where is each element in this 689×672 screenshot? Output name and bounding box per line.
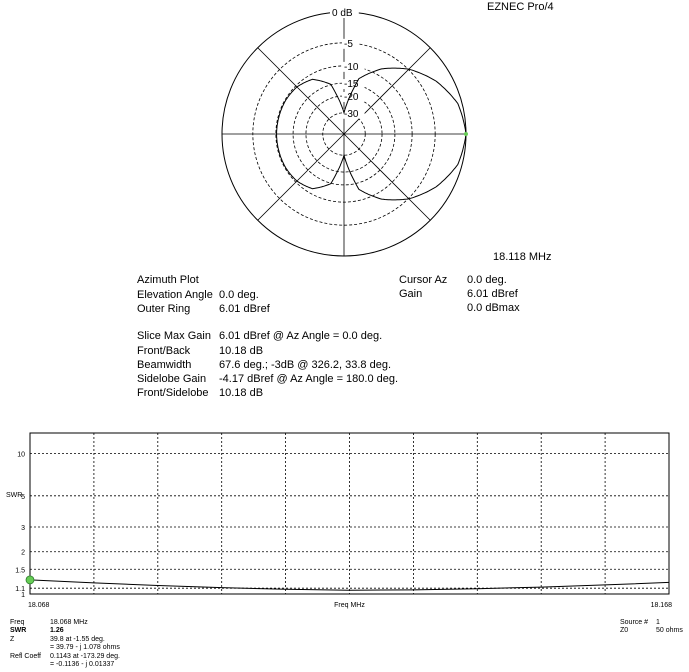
swr-ytick-4: 1.5 [15,567,25,575]
footer-z-label: Z [10,636,15,643]
swr-xlabel: Freq MHz [334,602,365,609]
front-sidelobe-value: 10.18 dB [219,387,264,399]
plot-type-label: Azimuth Plot [137,274,199,286]
swr-ytick-1: 5 [21,493,25,501]
footer-source-value: 1 [656,619,660,626]
gain-dbmax: 0.0 dBmax [467,302,520,314]
beamwidth-label: Beamwidth [137,359,192,371]
swr-cursor-dot [26,576,34,584]
slice-max-gain-label: Slice Max Gain [137,330,211,342]
swr-ytick-2: 3 [21,524,25,532]
front-back-value: 10.18 dB [219,345,264,357]
app-title: EZNEC Pro/4 [487,1,554,13]
footer-refl-value-1: 0.1143 at -173.29 deg. [50,653,120,660]
footer-refl-label: Refl Coeff [10,653,41,660]
ring-label-3: -15 [344,79,359,91]
beamwidth-value: 67.6 deg.; -3dB @ 326.2, 33.8 deg. [219,359,392,371]
swr-xtick-0: 18.068 [28,602,50,609]
frequency-label: 18.118 MHz [493,251,552,263]
swr-ytick-3: 2 [21,549,25,557]
ring-label-0: 0 dB [332,8,353,19]
slice-max-gain-value: 6.01 dBref @ Az Angle = 0.0 deg. [219,330,383,342]
elevation-label: Elevation Angle [137,289,213,301]
sidelobe-gain-value: -4.17 dBref @ Az Angle = 180.0 deg. [219,373,399,385]
ring-label-2: -10 [344,61,359,73]
ring-label-1: -5 [344,38,353,50]
outer-ring-label: Outer Ring [137,303,191,315]
cursor-az-value: 0.0 deg. [467,274,507,286]
gain-label: Gain [399,288,423,300]
footer-freq-label: Freq [10,619,25,626]
footer-z0-value: 50 ohms [656,627,683,634]
ring-label-5: -30 [344,108,359,120]
swr-ylabel: SWR [6,492,23,499]
ring-label-4: -20 [344,91,359,103]
footer-swr-value: 1.26 [50,627,64,634]
swr-ytick-5: 1.1 [15,586,25,594]
footer-z0-label: Z0 [620,627,629,634]
cursor-az-label: Cursor Az [399,274,448,286]
footer-freq-value: 18.068 MHz [50,619,88,626]
gain-value: 6.01 dBref [467,288,518,300]
front-sidelobe-label: Front/Sidelobe [137,387,209,399]
sidelobe-gain-label: Sidelobe Gain [137,373,207,385]
swr-ytick-0: 10 [17,451,25,459]
footer-refl-value-2: = -0.1136 - j 0.01337 [50,661,115,668]
swr-xtick-1: 18.168 [650,602,672,609]
swr-ytick-6: 1 [21,592,25,599]
elevation-value: 0.0 deg. [219,289,259,301]
outer-ring-value: 6.01 dBref [219,303,270,315]
footer-z-value-1: 39.8 at -1.55 deg. [50,636,105,643]
footer-z-value-2: = 39.79 - j 1.078 ohms [50,644,120,651]
footer-swr-label: SWR [10,627,27,634]
front-back-label: Front/Back [137,345,191,357]
footer-source-label: Source # [620,619,649,626]
